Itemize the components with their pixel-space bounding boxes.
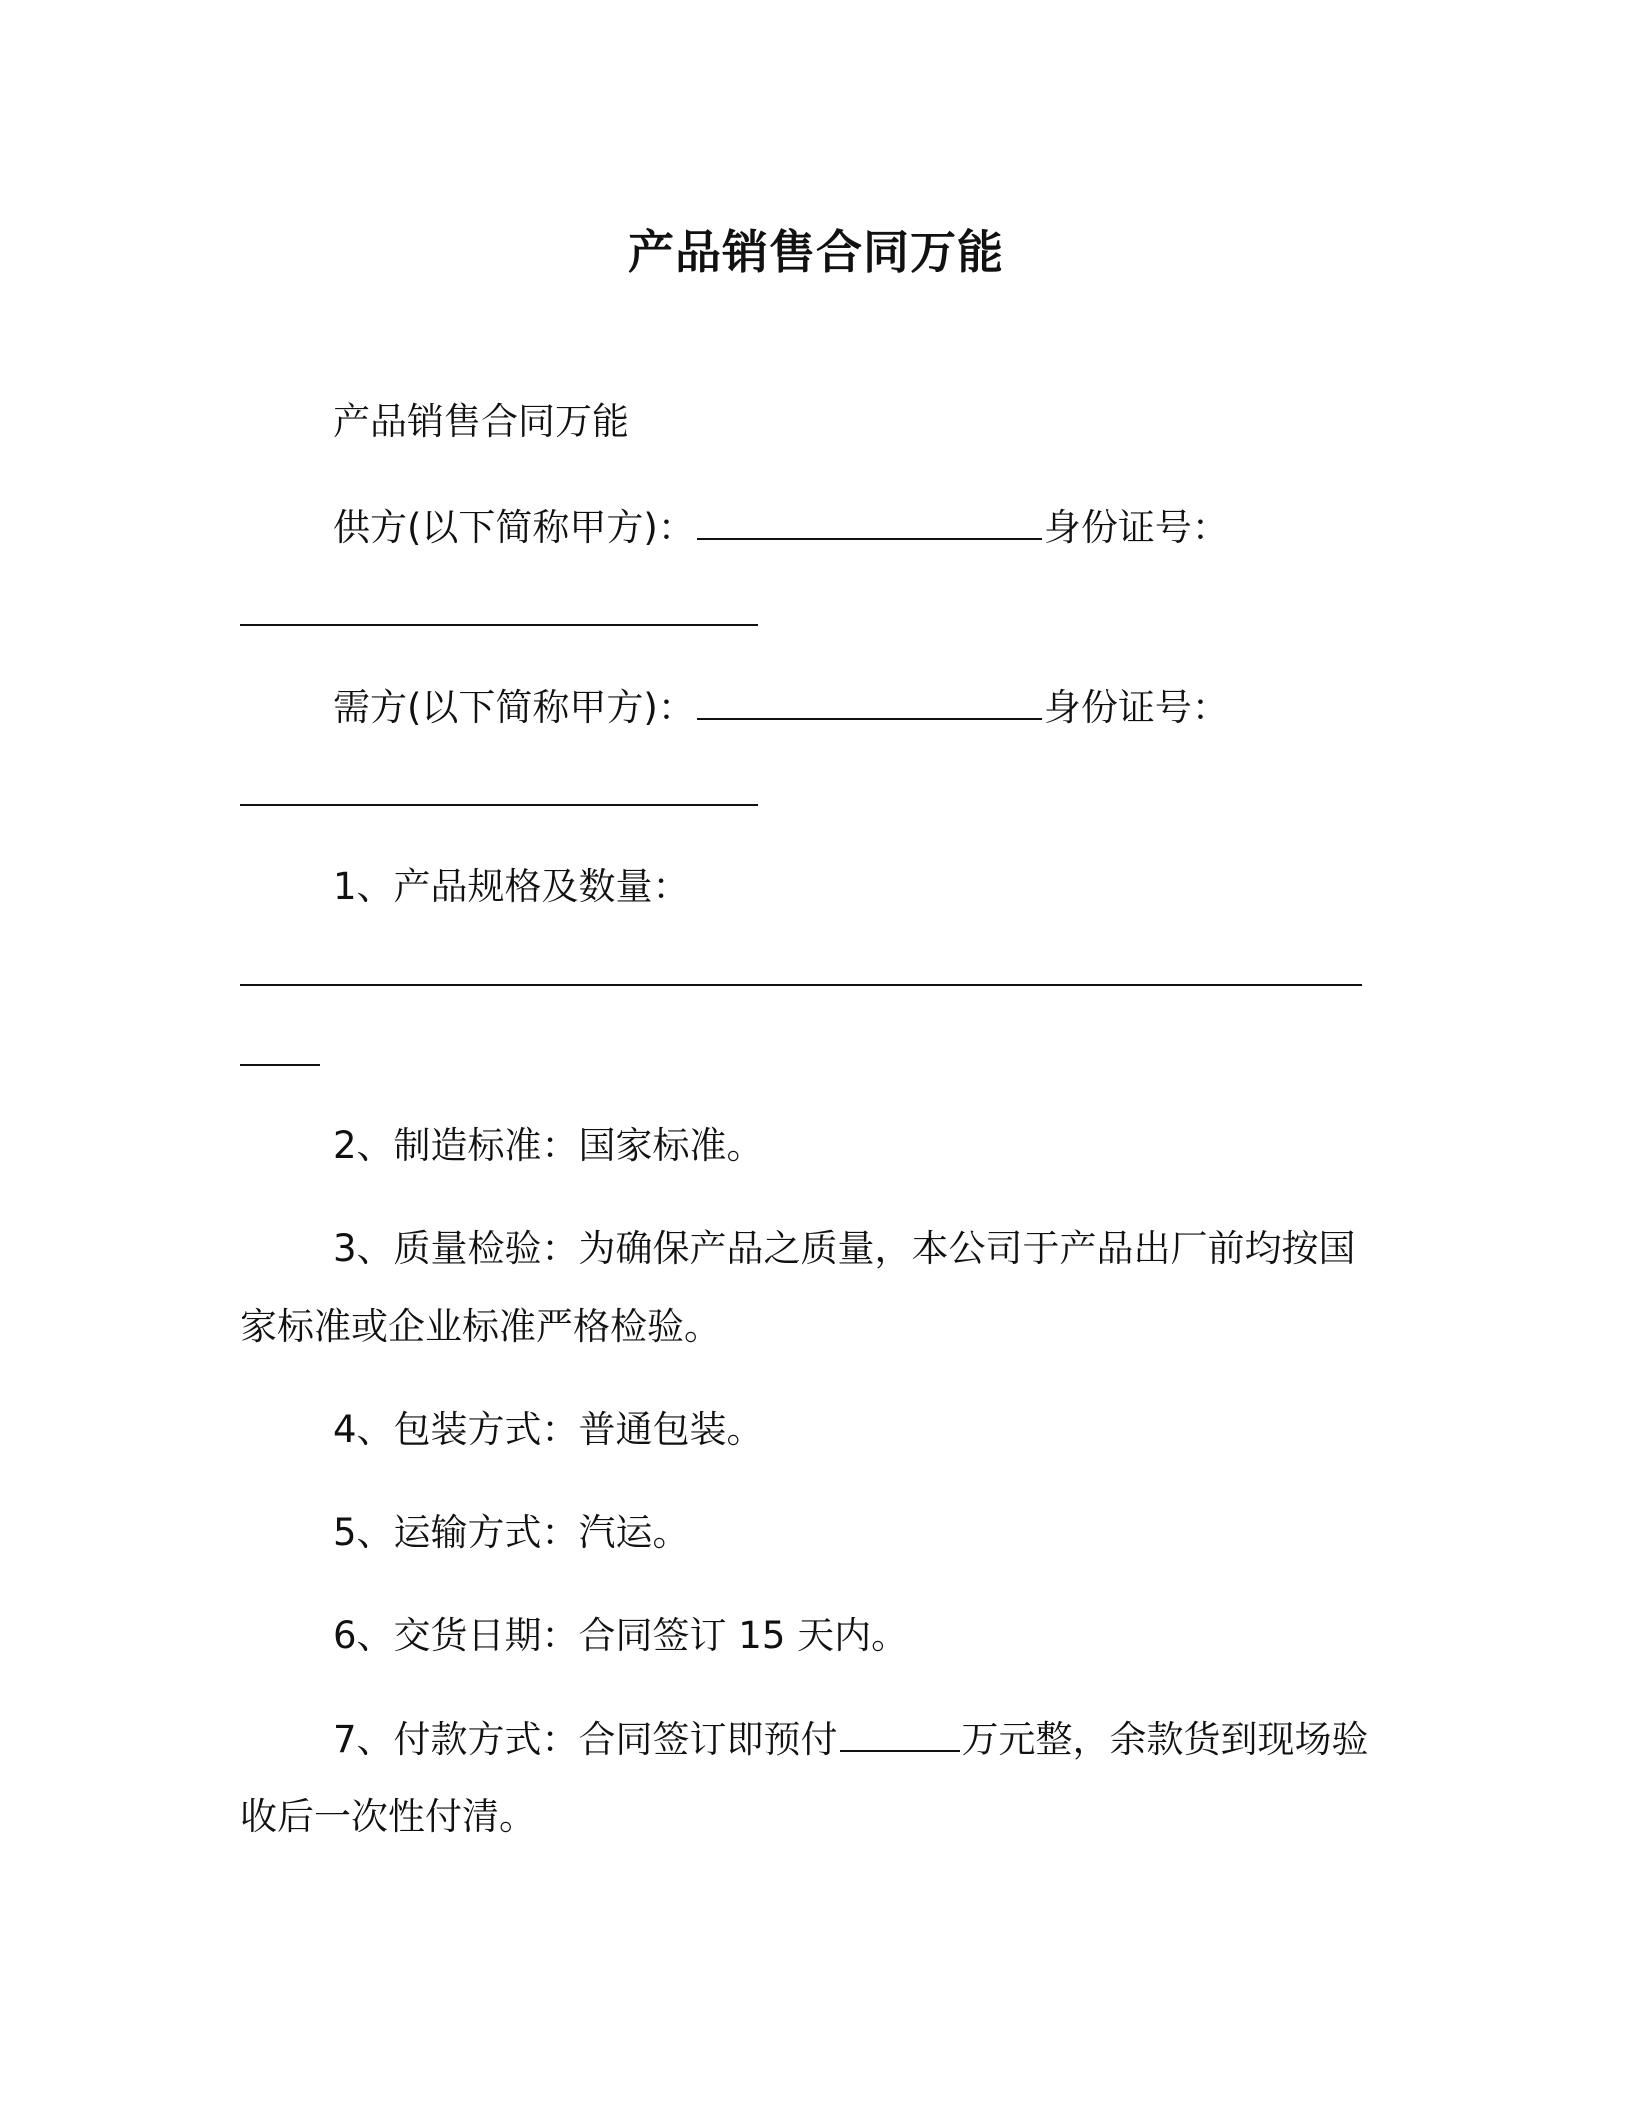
buyer-id-blank[interactable] bbox=[240, 804, 758, 806]
clause-7-before-blank: 7、付款方式：合同签订即预付 bbox=[333, 1718, 838, 1761]
document-title: 产品销售合同万能 bbox=[628, 225, 1004, 279]
clause-1: 1、产品规格及数量： bbox=[333, 865, 690, 908]
clause-4: 4、包装方式：普通包装。 bbox=[333, 1408, 764, 1451]
supplier-line bbox=[333, 502, 1229, 553]
buyer-line bbox=[333, 682, 1229, 733]
buyer-label: 需方(以下简称甲方)： bbox=[333, 686, 695, 729]
clause-7-after-blank: 万元整，余款货到现场验 bbox=[961, 1718, 1369, 1761]
product-spec-blank-line-2[interactable] bbox=[240, 1064, 320, 1066]
supplier-label: 供方(以下简称甲方)： bbox=[333, 506, 695, 549]
clause-3-line-2: 家标准或企业标准严格检验。 bbox=[240, 1305, 721, 1348]
clause-3-line-1: 3、质量检验：为确保产品之质量，本公司于产品出厂前均按国 bbox=[333, 1227, 1356, 1270]
clause-5: 5、运输方式：汽运。 bbox=[333, 1511, 690, 1554]
clause-7-line-1 bbox=[333, 1714, 1369, 1765]
prepayment-amount-blank[interactable] bbox=[840, 1714, 960, 1752]
supplier-id-label: 身份证号： bbox=[1043, 506, 1229, 549]
supplier-name-blank[interactable] bbox=[697, 502, 1042, 540]
clause-6: 6、交货日期：合同签订 15 天内。 bbox=[333, 1614, 909, 1657]
product-spec-blank-line-1[interactable] bbox=[240, 984, 1362, 986]
clause-2: 2、制造标准：国家标准。 bbox=[333, 1124, 764, 1167]
buyer-name-blank[interactable] bbox=[697, 682, 1042, 720]
supplier-id-blank[interactable] bbox=[240, 624, 758, 626]
document-subtitle: 产品销售合同万能 bbox=[333, 400, 629, 443]
clause-7-line-2: 收后一次性付清。 bbox=[240, 1795, 536, 1838]
buyer-id-label: 身份证号： bbox=[1043, 686, 1229, 729]
